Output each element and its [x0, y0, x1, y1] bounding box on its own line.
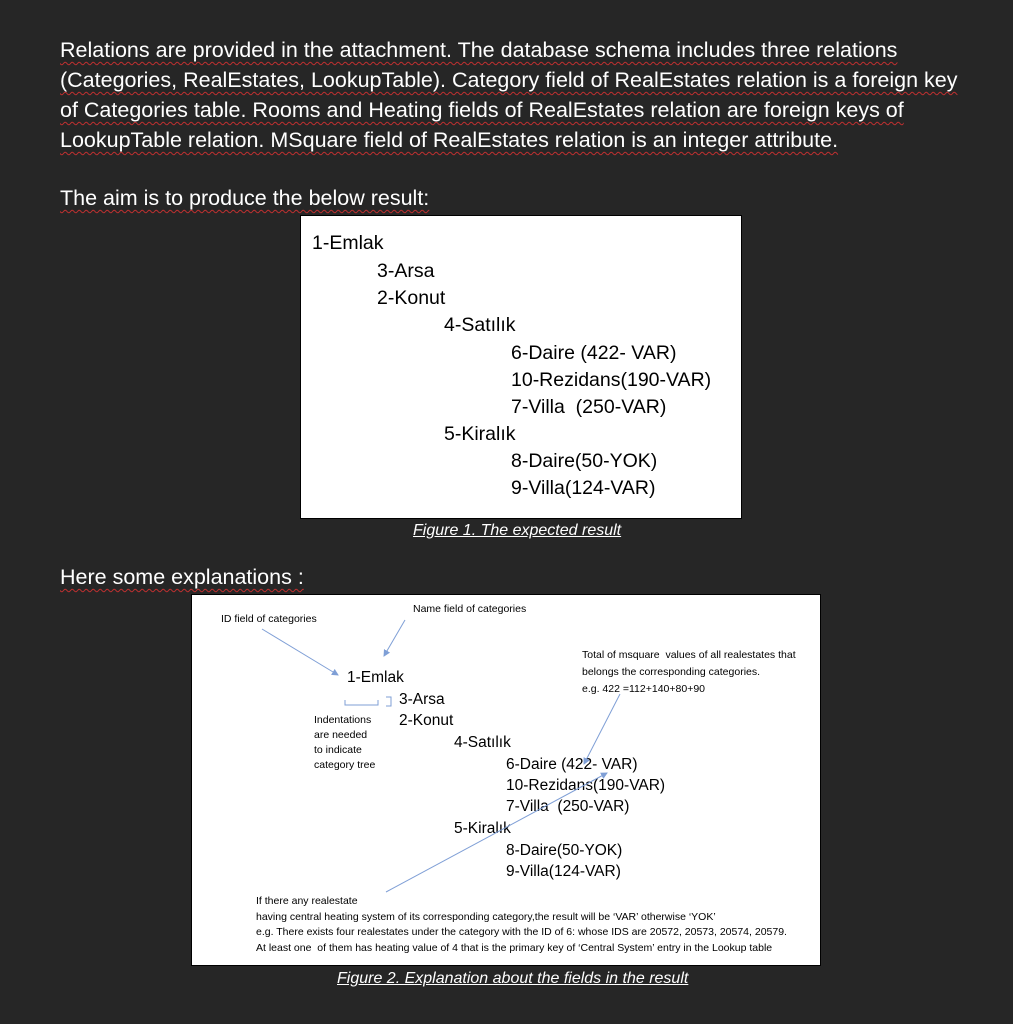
figure-2-caption: Figure 2. Explanation about the fields in the result: [337, 970, 689, 987]
intro-line-2: (Categories, RealEstates, LookupTable). Category field of RealEstates relation is a foreign key: [60, 68, 958, 92]
tree-item: 5-Kiralık: [444, 423, 516, 445]
annotation-line: belongs the corresponding categories.: [582, 666, 761, 678]
tree-item: 6-Daire (422- VAR): [511, 342, 677, 364]
tree-item: 7-Villa (250-VAR): [511, 396, 667, 418]
tree-item: 1-Emlak: [312, 232, 384, 254]
heating-arrow: [386, 773, 607, 892]
tree-item: 10-Rezidans(190-VAR): [506, 777, 666, 794]
tree-item: 6-Daire (422- VAR): [506, 756, 638, 773]
msquare-arrow: [584, 694, 620, 764]
annotation-line: e.g. 422 =112+140+80+90: [582, 683, 706, 695]
name-field-arrow: [384, 620, 405, 656]
annotation-name-field: Name field of categories: [413, 603, 527, 615]
tree-item: 2-Konut: [377, 287, 446, 309]
annotation-line: having central heating system of its corresponding category,the result will be ‘VAR’ otherwise ‘YOK’: [256, 910, 716, 923]
annotation-line: to indicate: [314, 744, 362, 756]
annotation-id-field: ID field of categories: [221, 613, 317, 625]
tree-item: 9-Villa(124-VAR): [506, 863, 621, 880]
annotation-line: category tree: [314, 759, 376, 771]
tree-item: 4-Satılık: [454, 734, 511, 751]
tree-item: 4-Satılık: [444, 314, 516, 336]
annotation-line: At least one of them has heating value of 4 that is the primary key of ‘Central System’ entry in the Lookup table: [256, 941, 773, 954]
indent-bracket-1: [345, 700, 378, 705]
tree-item: 10-Rezidans(190-VAR): [511, 369, 712, 391]
tree-item: 9-Villa(124-VAR): [511, 477, 656, 499]
annotation-line: e.g. There exists four realestates under the category with the ID of 6: whose IDS are 20572, 20573, 20574, 20579.: [256, 926, 787, 938]
id-field-arrow: [262, 629, 338, 675]
aim-heading: The aim is to produce the below result:: [60, 186, 430, 210]
intro-line-4: LookupTable relation. MSquare field of RealEstates relation is an integer attribute.: [60, 128, 839, 152]
explanations-heading: Here some explanations :: [60, 565, 304, 589]
intro-line-1: Relations are provided in the attachment. The database schema includes three relations: [60, 38, 898, 62]
annotation-line: If there any realestate: [256, 895, 358, 907]
tree-item: 3-Arsa: [377, 260, 435, 282]
tree-item: 1-Emlak: [347, 669, 404, 686]
tree-item: 7-Villa (250-VAR): [506, 798, 630, 815]
tree-item: 8-Daire(50-YOK): [506, 842, 623, 859]
annotation-line: Indentations: [314, 714, 372, 726]
tree-item: 8-Daire(50-YOK): [511, 450, 658, 472]
annotation-line: Total of msquare values of all realestates that: [582, 649, 796, 661]
tree-item: 3-Arsa: [399, 691, 445, 708]
annotation-line: are needed: [314, 729, 368, 741]
figure-1-caption: Figure 1. The expected result: [413, 522, 622, 539]
intro-line-3: of Categories table. Rooms and Heating fields of RealEstates relation are foreign keys of: [60, 98, 904, 122]
tree-item: 5-Kiralık: [454, 820, 511, 837]
tree-item: 2-Konut: [399, 712, 454, 729]
indent-bracket-2: [386, 697, 391, 706]
